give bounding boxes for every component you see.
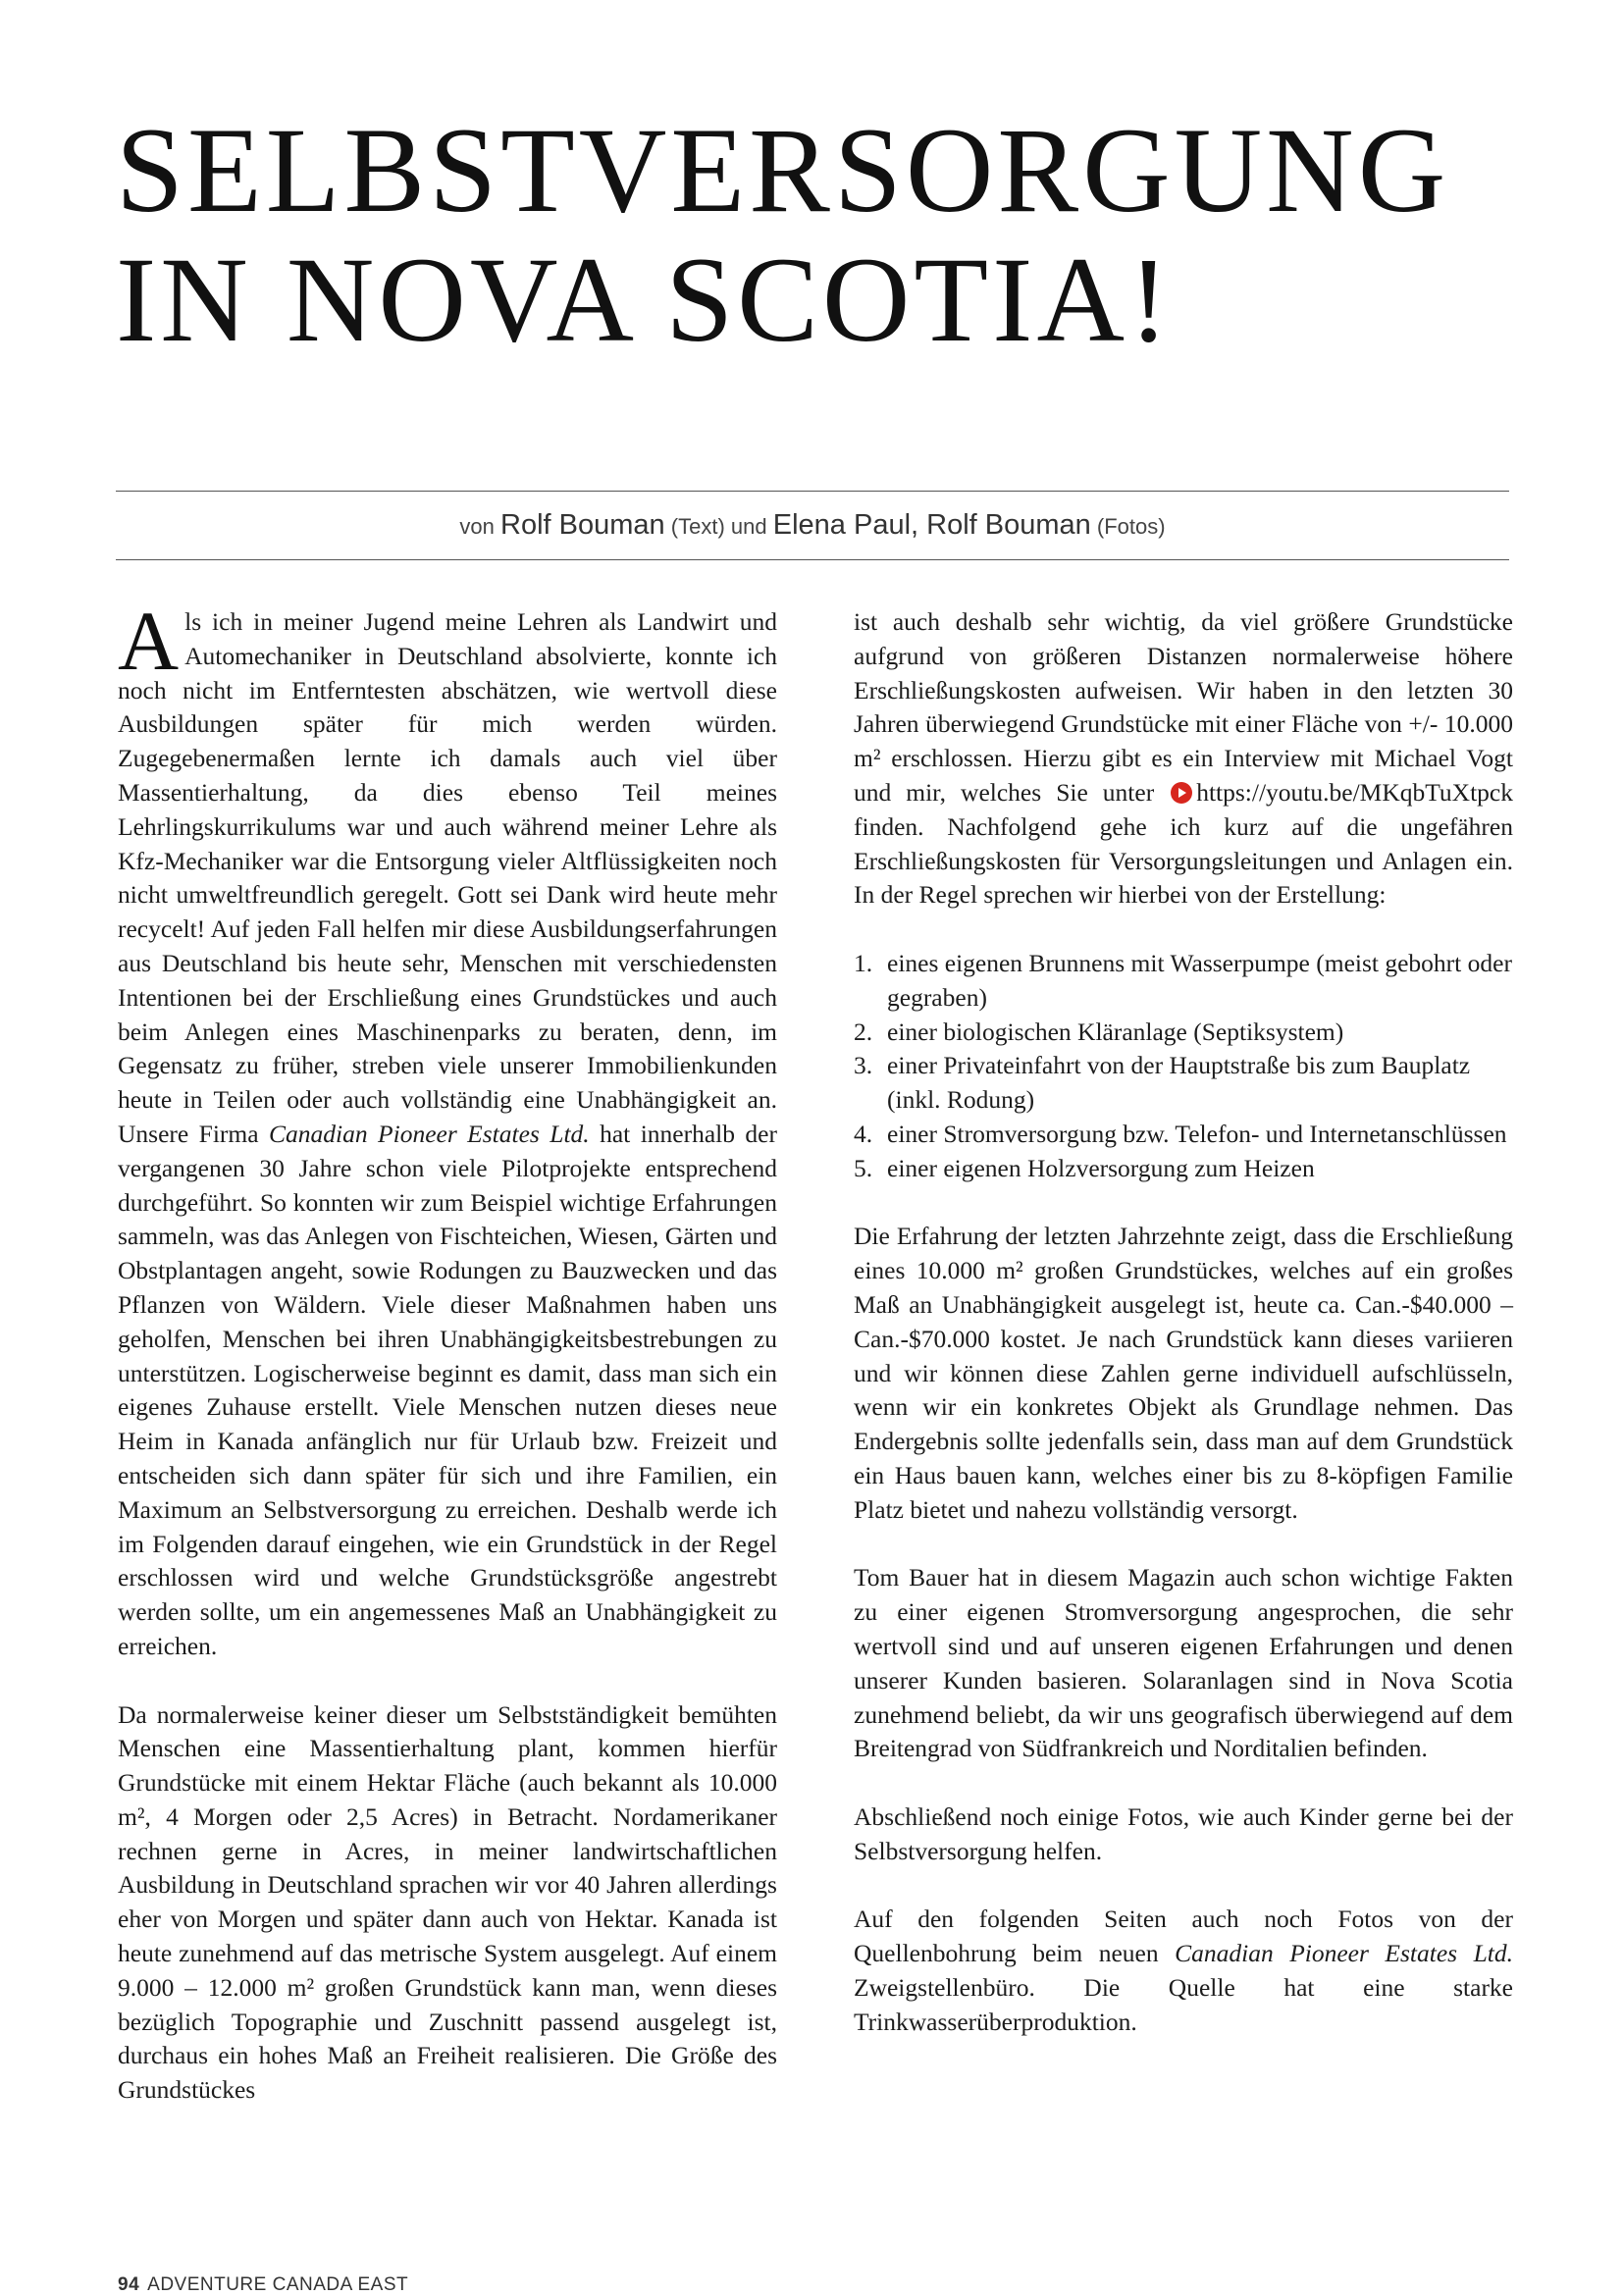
paragraph-costs: Die Erfahrung der letzten Jahrzehnte zeigt, dass die Erschließung eines 10.000 m² großen Grundstückes, welches auf ein großes Maß an Unabhängigkeit ausgelegt ist, heute ca. Can.-$40.000 – Can.-$70.000 kostet. Je nach Grundstück kann dieses variieren und wir können diese Zahlen gerne individuell aufschlüsseln, wenn wir ein konkretes Objekt als Grundlage nehmen. Das Endergebnis sollte jedenfalls sein, dass man auf dem Grundstück ein Haus bauen kann, welches einer bis zu 8-köpfigen Familie Platz bietet und nahezu vollständig versorgt. (854, 1222, 1513, 1524)
paragraph-photos: Abschließend noch einige Fotos, wie auch Kinder gerne bei der Selbstversorgung helfen. (854, 1801, 1513, 1865)
paragraph-solar: Tom Bauer hat in diesem Magazin auch schon wichtige Fakten zu einer eigenen Stromversorgung angesprochen, die sehr wertvoll sind und auf unseren eigenen Erfahrungen und denen unserer Kunden basieren. Solaranlagen sind in Nova Scotia zunehmend beliebt, da wir uns geografisch überwiegend auf dem Breitengrad von Südfrankreich und Norditalien befinden. (854, 1563, 1513, 1763)
drop-cap: A (118, 594, 180, 688)
title-line-2: IN NOVA SCOTIA! (116, 233, 1174, 367)
company-name: Canadian Pioneer Estates Ltd. (1175, 1939, 1513, 1968)
right-column (854, 605, 1513, 2039)
byline-photos-label: (Fotos) (1096, 514, 1166, 539)
paragraph-spring: Auf den folgenden Seiten auch noch Fotos von der Quellenbohrung beim neuen Canadian Pioneer Estates Ltd. Zweigstellenbüro. Die Quelle hat eine starke Trinkwasserüberproduktion. (854, 1905, 1513, 2036)
byline-bottom-rule (116, 559, 1509, 560)
left-column (118, 594, 777, 2108)
paragraph-land-size: Da normalerweise keiner dieser um Selbstständigkeit bemühten Menschen eine Massentierhaltung plant, kommen hierfür Grundstücke mit einem Hektar Fläche (auch bekannt als 10.000 m², 4 Morgen oder 2,5 Acres) in Betracht. Nordamerikaner rechnen gerne in Acres, in meiner landwirtschaftlichen Ausbildung in Deutschland sprachen wir vor 40 Jahren allerdings eher von Morgen und später dann auch von Hektar. Kanada ist heute zunehmend auf das metrische System ausgelegt. Auf einem 9.000 – 12.000 m² großen Grundstück kann man, wenn dieses bezüglich Topographie und Zuschnitt passend ausgelegt ist, durchaus ein hohes Maß an Freiheit realisieren. Die Größe des Grundstückes (118, 1699, 777, 2105)
paragraph-costs-intro: ist auch deshalb sehr wichtig, da viel größere Grundstücke aufgrund von größeren Distanzen normalerweise höhere Erschließungskosten aufweisen. Wir haben in den letzten 30 Jahren überwiegend Grundstücke mit einer Fläche von +/- 10.000 m² erschlossen. Hierzu gibt es ein Interview mit Michael Vogt und mir, welches Sie unter https://youtu.be/MKqbTuXtpck finden. Nachfolgend gehe ich kurz auf die ungefähren Erschließungskosten für Versorgungsleitungen und Anlagen ein. In der Regel sprechen wir hierbei von der Erstellung: (854, 607, 1513, 910)
byline-author: Rolf Bouman (500, 509, 665, 541)
list-item: 1. eines eigenen Brunnens mit Wasserpumpe (meist gebohrt oder gegraben) (854, 948, 1512, 1012)
magazine-name: ADVENTURE CANADA EAST (147, 2274, 409, 2295)
youtube-play-icon (1171, 782, 1192, 804)
page-number: 94 (118, 2274, 140, 2295)
youtube-link[interactable]: https://youtu.be/MKqbTuXtpck (1196, 777, 1513, 807)
list-item: 4. einer Stromversorgung bzw. Telefon- und Internetanschlüssen (854, 1119, 1507, 1148)
byline-von: von (459, 514, 495, 539)
byline-photographers: Elena Paul, Rolf Bouman (772, 509, 1091, 541)
byline-text-label: (Text) (670, 514, 725, 539)
requirements-list (854, 947, 1513, 1186)
byline (116, 508, 1509, 544)
byline-top-rule (116, 491, 1509, 492)
byline-und: und (730, 514, 767, 539)
paragraph-intro: Als ich in meiner Jugend meine Lehren als Landwirt und Automechaniker in Deutschland absolvierte, konnte ich noch nicht im Entferntesten abschätzen, wie wertvoll diese Ausbildungen später für mich werden würden. Zugegebenermaßen lernte ich damals auch viel über Massentierhaltung, da dies ebenso Teil meines Lehrlingskurrikulums war und auch während meiner Lehre als Kfz-Mechaniker war die Entsorgung vieler Altflüssigkeiten noch nicht umweltfreundlich geregelt. Gott sei Dank wird heute mehr recycelt! Auf jeden Fall helfen mir diese Ausbildungserfahrungen aus Deutschland bis heute sehr, Menschen mit verschiedensten Intentionen bei der Erschließung eines Grundstückes und auch beim Anlegen eines Maschinenparks zu beraten, denn, im Gegensatz zu früher, streben viele unserer Immobilienkunden heute in Teilen oder auch vollständig eine Unabhängigkeit an. Unsere Firma Canadian Pioneer Estates Ltd. hat innerhalb der vergangenen 30 Jahre schon viele Pilotprojekte entsprechend durchgeführt. So konnten wir zum Beispiel wichtige Erfahrungen sammeln, was das Anlegen von Fischteichen, Wiesen, Gärten und Obstplantagen angeht, sowie Rodungen zu Bauzwecken und das Pflanzen von Wäldern. Viele dieser Maßnahmen haben uns geholfen, Menschen bei ihren Unabhängigkeitsbestrebungen zu unterstützen. Logischerweise beginnt es damit, dass man sich ein eigenes Zuhause erstellt. Viele Menschen nutzen dieses neue Heim in Kanada anfänglich nur für Urlaub bzw. Freizeit und entscheiden sich dann später für sich und ihre Familien, ein Maximum an Selbstversorgung zu erreichen. Deshalb werde ich im Folgenden darauf eingehen, wie ein Grundstück in der Regel erschlossen wird und welche Grundstücksgröße angestrebt werden sollte, um ein angemessenes Maß an Unabhängigkeit zu erreichen. (118, 594, 777, 1660)
company-name: Canadian Pioneer Estates Ltd. (269, 1119, 590, 1148)
list-item: 2. einer biologischen Kläranlage (Septiksystem) (854, 1017, 1344, 1046)
title-line-1: SELBSTVERSORGUNG (116, 103, 1450, 237)
list-item: 5. einer eigenen Holzversorgung zum Heizen (854, 1153, 1315, 1182)
list-item: 3. einer Privateinfahrt von der Hauptstraße bis zum Bauplatz (inkl. Rodung) (854, 1051, 1471, 1115)
article-title (116, 103, 1450, 367)
page-footer (118, 2274, 408, 2296)
